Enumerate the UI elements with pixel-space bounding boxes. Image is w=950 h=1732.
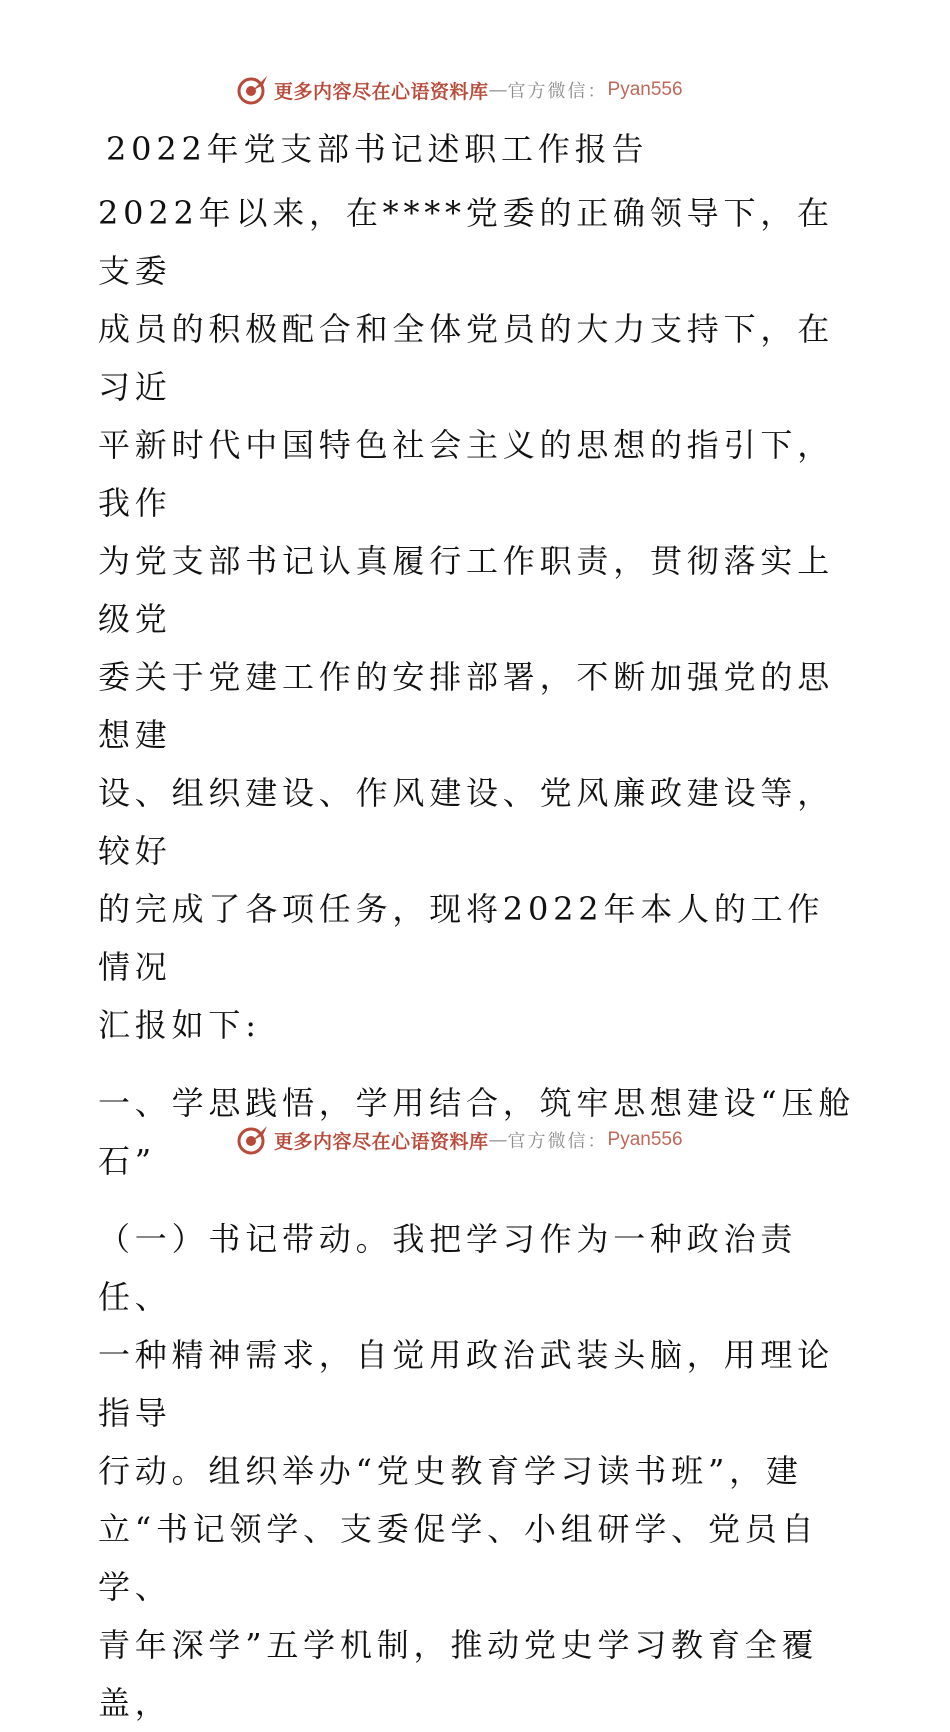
quill-circle-logo-icon: [236, 73, 270, 107]
watermark-wechat-id: Pyan556: [607, 1129, 683, 1150]
watermark-wechat-id: Pyan556: [607, 79, 683, 100]
watermark-dash: —: [488, 1129, 508, 1151]
watermark-header: [236, 72, 683, 108]
document-title: 2022年党支部书记述职工作报告: [106, 130, 649, 168]
subsection-paragraph-1: （一）书记带动。我把学习作为一种政治责任、 一种精神需求，自觉用政治武装头脑，用理论指导 行动。组织举办“党史教育学习读书班”，建 立“书记领学、支委促学、小组研学、党员自学、 青年深学”五学机制，推动党史学习教育全覆盖，: [98, 1220, 835, 1722]
watermark-label: 官方微信：: [507, 1131, 608, 1152]
watermark-label: 官方微信：: [507, 81, 608, 102]
intro-paragraph: 2022年以来，在****党委的正确领导下，在支委 成员的积极配合和全体党员的大力支持下，在习近 平新时代中国特色社会主义的思想的指引下，我作 为党支部书记认真履行工作职责，贯彻落实上级党 委关于党建工作的安排部署，不断加强党的思想建 设、组织建设、作风建设、党风廉政建设等，较好 的完成了各项任务，现将2022年本人的工作情况 汇报如下:: [98, 194, 835, 1044]
watermark-brand: 更多内容尽在心语资料库: [274, 1130, 489, 1153]
watermark-footer: [236, 1122, 683, 1158]
document-body: [98, 120, 858, 1732]
section-heading-1: 一、学思践悟，学用结合，筑牢思想建设“压舱 石”: [98, 1084, 856, 1180]
quill-circle-logo-icon: [236, 1123, 270, 1157]
watermark-dash: —: [488, 79, 508, 101]
watermark-brand: 更多内容尽在心语资料库: [274, 80, 489, 103]
